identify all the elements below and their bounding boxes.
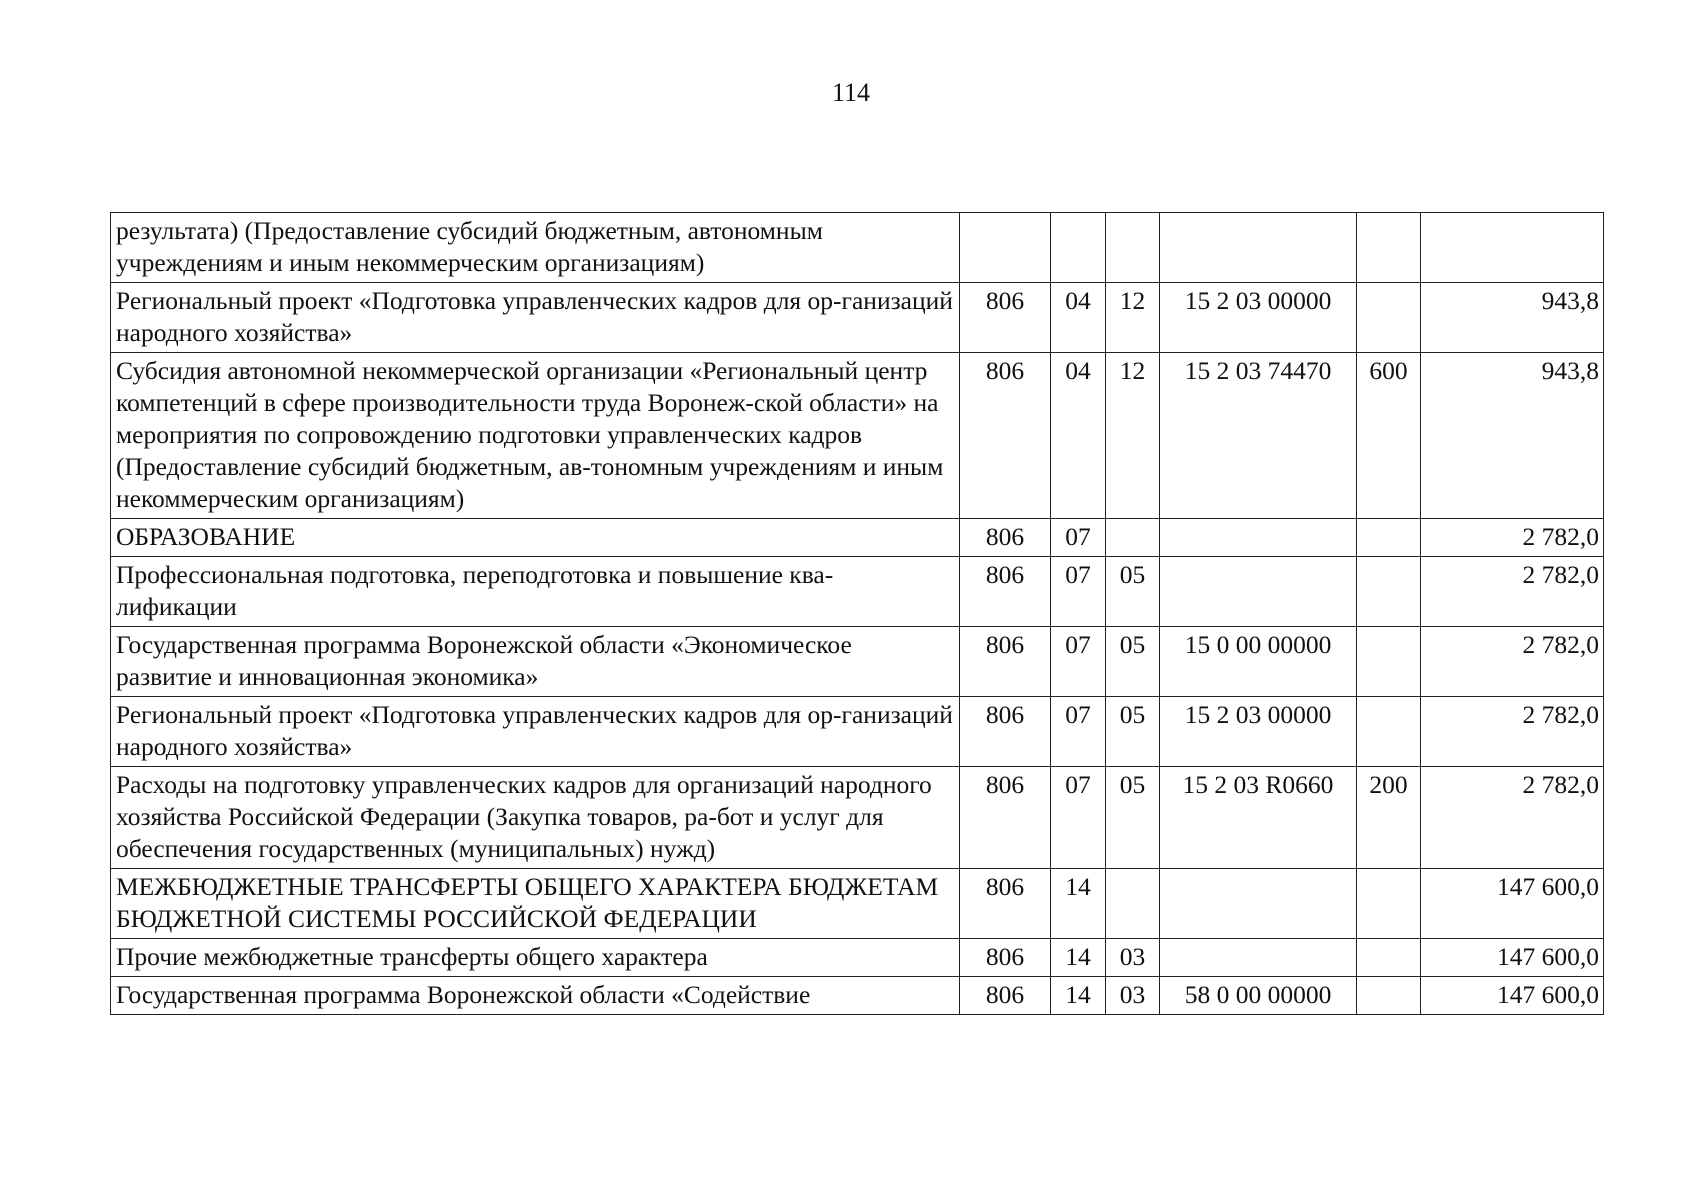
expense-type-cell	[1357, 977, 1421, 1015]
row-name-cell: ОБРАЗОВАНИЕ	[111, 519, 960, 557]
target-article-cell	[1160, 213, 1357, 283]
table-body	[111, 213, 1604, 1015]
section-code-cell: 14	[1051, 869, 1106, 939]
table-row	[111, 627, 1604, 697]
target-article-cell	[1160, 519, 1357, 557]
section-code-cell: 14	[1051, 977, 1106, 1015]
table-row	[111, 767, 1604, 869]
target-article-cell: 15 2 03 R0660	[1160, 767, 1357, 869]
ministry-code-cell: 806	[960, 283, 1051, 353]
amount-cell: 2 782,0	[1421, 519, 1604, 557]
row-name-cell: Субсидия автономной некоммерческой организации «Региональный центр компетенций в сфере производительности труда Воронеж-ской области» на мероприятия по сопровождению подготовки управленческих кадров (Предоставление субсидий бюджетным, ав-тономным учреждениям и иным некоммерческим организациям)	[111, 353, 960, 519]
target-article-cell	[1160, 869, 1357, 939]
row-name-cell: Государственная программа Воронежской области «Экономическое развитие и инновационная экономика»	[111, 627, 960, 697]
amount-cell: 2 782,0	[1421, 767, 1604, 869]
subsection-code-cell: 03	[1106, 939, 1160, 977]
subsection-code-cell	[1106, 213, 1160, 283]
table-row	[111, 869, 1604, 939]
target-article-cell	[1160, 557, 1357, 627]
expense-type-cell	[1357, 213, 1421, 283]
table-row	[111, 283, 1604, 353]
amount-cell: 147 600,0	[1421, 939, 1604, 977]
section-code-cell: 04	[1051, 283, 1106, 353]
row-name-cell: результата) (Предоставление субсидий бюджетным, автономным учреждениям и иным некоммерческим организациям)	[111, 213, 960, 283]
row-name-cell: Региональный проект «Подготовка управленческих кадров для ор-ганизаций народного хозяйства»	[111, 697, 960, 767]
section-code-cell: 14	[1051, 939, 1106, 977]
ministry-code-cell: 806	[960, 353, 1051, 519]
section-code-cell: 07	[1051, 557, 1106, 627]
subsection-code-cell: 05	[1106, 697, 1160, 767]
amount-cell: 2 782,0	[1421, 627, 1604, 697]
amount-cell: 147 600,0	[1421, 977, 1604, 1015]
subsection-code-cell: 12	[1106, 283, 1160, 353]
target-article-cell: 15 2 03 00000	[1160, 697, 1357, 767]
table-row	[111, 977, 1604, 1015]
ministry-code-cell: 806	[960, 939, 1051, 977]
subsection-code-cell	[1106, 869, 1160, 939]
amount-cell: 2 782,0	[1421, 557, 1604, 627]
ministry-code-cell: 806	[960, 869, 1051, 939]
target-article-cell: 15 2 03 74470	[1160, 353, 1357, 519]
ministry-code-cell	[960, 213, 1051, 283]
expense-type-cell	[1357, 519, 1421, 557]
section-code-cell	[1051, 213, 1106, 283]
expense-type-cell: 200	[1357, 767, 1421, 869]
amount-cell: 943,8	[1421, 353, 1604, 519]
ministry-code-cell: 806	[960, 697, 1051, 767]
expense-type-cell: 600	[1357, 353, 1421, 519]
amount-cell: 147 600,0	[1421, 869, 1604, 939]
subsection-code-cell	[1106, 519, 1160, 557]
ministry-code-cell: 806	[960, 767, 1051, 869]
page-number: 114	[831, 78, 871, 107]
subsection-code-cell: 03	[1106, 977, 1160, 1015]
expense-type-cell	[1357, 697, 1421, 767]
budget-table	[110, 212, 1604, 1015]
row-name-cell: Расходы на подготовку управленческих кадров для организаций народного хозяйства Российской Федерации (Закупка товаров, ра-бот и услуг для обеспечения государственных (муниципальных) нужд)	[111, 767, 960, 869]
ministry-code-cell: 806	[960, 557, 1051, 627]
subsection-code-cell: 05	[1106, 767, 1160, 869]
row-name-cell: Прочие межбюджетные трансферты общего характера	[111, 939, 960, 977]
subsection-code-cell: 05	[1106, 627, 1160, 697]
expense-type-cell	[1357, 939, 1421, 977]
amount-cell: 943,8	[1421, 283, 1604, 353]
subsection-code-cell: 12	[1106, 353, 1160, 519]
section-code-cell: 07	[1051, 767, 1106, 869]
table-row	[111, 353, 1604, 519]
row-name-cell: Профессиональная подготовка, переподготовка и повышение ква-лификации	[111, 557, 960, 627]
ministry-code-cell: 806	[960, 519, 1051, 557]
expense-type-cell	[1357, 557, 1421, 627]
row-name-cell: Государственная программа Воронежской области «Содействие	[111, 977, 960, 1015]
row-name-cell: МЕЖБЮДЖЕТНЫЕ ТРАНСФЕРТЫ ОБЩЕГО ХАРАКТЕРА БЮДЖЕТАМ БЮДЖЕТНОЙ СИСТЕМЫ РОССИЙСКОЙ ФЕДЕРАЦИИ	[111, 869, 960, 939]
target-article-cell: 15 0 00 00000	[1160, 627, 1357, 697]
target-article-cell: 58 0 00 00000	[1160, 977, 1357, 1015]
ministry-code-cell: 806	[960, 627, 1051, 697]
table-row	[111, 213, 1604, 283]
target-article-cell	[1160, 939, 1357, 977]
amount-cell: 2 782,0	[1421, 697, 1604, 767]
section-code-cell: 07	[1051, 697, 1106, 767]
section-code-cell: 07	[1051, 627, 1106, 697]
expense-type-cell	[1357, 627, 1421, 697]
expense-type-cell	[1357, 283, 1421, 353]
amount-cell	[1421, 213, 1604, 283]
row-name-cell: Региональный проект «Подготовка управленческих кадров для ор-ганизаций народного хозяйства»	[111, 283, 960, 353]
table-row	[111, 519, 1604, 557]
ministry-code-cell: 806	[960, 977, 1051, 1015]
section-code-cell: 04	[1051, 353, 1106, 519]
table-row	[111, 939, 1604, 977]
subsection-code-cell: 05	[1106, 557, 1160, 627]
target-article-cell: 15 2 03 00000	[1160, 283, 1357, 353]
table-row	[111, 557, 1604, 627]
table-row	[111, 697, 1604, 767]
section-code-cell: 07	[1051, 519, 1106, 557]
expense-type-cell	[1357, 869, 1421, 939]
